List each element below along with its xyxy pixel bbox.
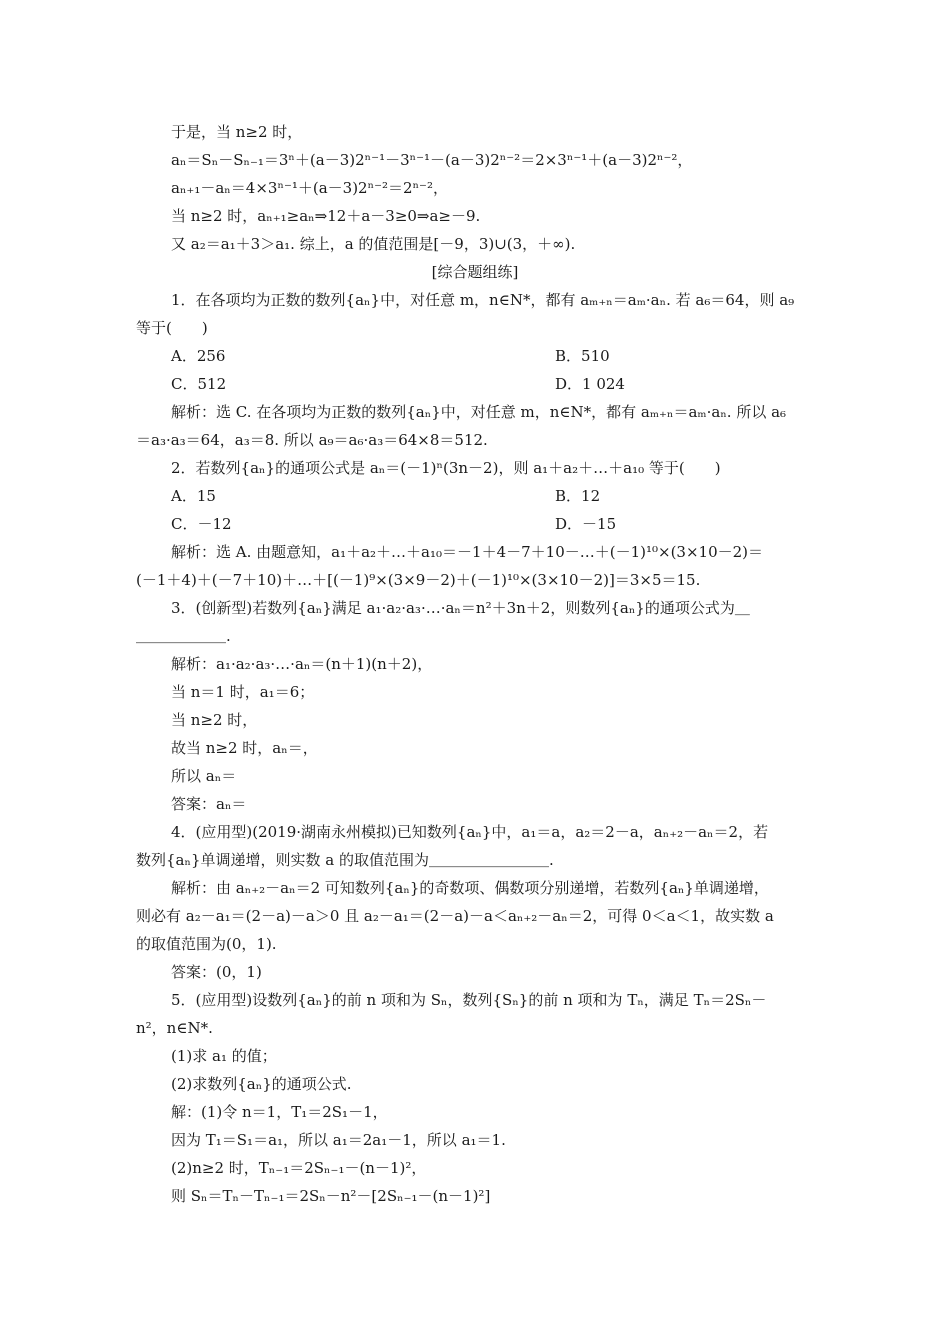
text-line: n²，n∈N*. [136,1019,213,1037]
option-c: C．512 [171,375,227,393]
text-line: 于是，当 n≥2 时， [171,123,303,141]
solution-line: ＝a₃·a₃＝64，a₃＝8. 所以 a₉＝a₆·a₃＝64×8＝512. [136,431,488,449]
question-4: 4．(应用型)(2019·湖南永州模拟)已知数列{aₙ}中，a₁＝a，a₂＝2－a，aₙ₊₂－aₙ＝2，若 [171,823,769,841]
solution-line: (2)n≥2 时，Tₙ₋₁＝2Sₙ₋₁－(n－1)²， [171,1159,427,1177]
text-line: (1)求 a₁ 的值； [171,1047,277,1065]
solution-line: 当 n＝1 时，a₁＝6； [171,683,315,701]
solution-line: 则必有 a₂－a₁＝(2－a)－a＞0 且 a₂－a₁＝(2－a)－a＜aₙ₊₂－aₙ＝2，可得 0＜a＜1，故实数 a [136,907,774,925]
text-line: 数列{aₙ}单调递增，则实数 a 的取值范围为＿＿＿＿＿＿＿＿. [136,851,554,869]
option-b: B．510 [555,347,610,365]
solution-line: 解析：a₁·a₂·a₃·…·aₙ＝(n＋1)(n＋2)， [171,655,433,673]
option-d: D．－15 [555,515,617,533]
solution-line: 当 n≥2 时， [171,711,258,729]
option-c: C．－12 [171,515,232,533]
solution-line: 的取值范围为(0，1). [136,935,277,953]
question-2: 2．若数列{aₙ}的通项公式是 aₙ＝(－1)ⁿ(3n－2)，则 a₁＋a₂＋…＋a₁₀ 等于( ) [171,459,721,477]
option-b: B．12 [555,487,601,505]
answer-line: 答案：(0，1) [171,963,262,981]
solution-line: 所以 aₙ＝ [171,767,237,785]
solution-line: 解：(1)令 n＝1，T₁＝2S₁－1， [171,1103,388,1121]
text-line: aₙ＝Sₙ－Sₙ₋₁＝3ⁿ＋(a－3)2ⁿ⁻¹－3ⁿ⁻¹－(a－3)2ⁿ⁻²＝2×3ⁿ⁻¹＋(a－3)2ⁿ⁻²， [171,151,693,169]
solution-line: 解析：选 C. 在各项均为正数的数列{aₙ}中，对任意 m，n∈N*，都有 aₘ₊ₙ＝aₘ·aₙ. 所以 a₆ [171,403,787,421]
text-line: (2)求数列{aₙ}的通项公式. [171,1075,352,1093]
solution-line: 解析：由 aₙ₊₂－aₙ＝2 可知数列{aₙ}的奇数项、偶数项分别递增，若数列{aₙ}单调递增， [171,879,769,897]
text-line: ＿＿＿＿＿＿. [136,627,231,645]
question-5: 5．(应用型)设数列{aₙ}的前 n 项和为 Sₙ，数列{Sₙ}的前 n 项和为 Tₙ，满足 Tₙ＝2Sₙ－ [171,991,767,1009]
text-line: aₙ₊₁－aₙ＝4×3ⁿ⁻¹＋(a－3)2ⁿ⁻²＝2ⁿ⁻²， [171,179,448,197]
section-heading: [综合题组练] [431,263,519,281]
solution-line: 则 Sₙ＝Tₙ－Tₙ₋₁＝2Sₙ－n²－[2Sₙ₋₁－(n－1)²] [171,1187,491,1205]
answer-line: 答案：aₙ＝ [171,795,247,813]
solution-line: 因为 T₁＝S₁＝a₁，所以 a₁＝2a₁－1，所以 a₁＝1. [171,1131,506,1149]
question-1: 1．在各项均为正数的数列{aₙ}中，对任意 m，n∈N*，都有 aₘ₊ₙ＝aₘ·aₙ. 若 a₆＝64，则 a₉ [171,291,795,309]
solution-line: 故当 n≥2 时，aₙ＝， [171,739,318,757]
text-line: 等于( ) [136,319,208,337]
text-line: 又 a₂＝a₁＋3＞a₁. 综上，a 的值范围是[－9，3)∪(3，＋∞). [171,235,576,253]
solution-line: 解析：选 A. 由题意知，a₁＋a₂＋…＋a₁₀＝－1＋4－7＋10－…＋(－1)¹⁰×(3×10－2)＝ [171,543,764,561]
option-a: A．256 [171,347,226,365]
option-a: A．15 [171,487,216,505]
question-3: 3．(创新型)若数列{aₙ}满足 a₁·a₂·a₃·…·aₙ＝n²＋3n＋2，则数列{aₙ}的通项公式为＿ [171,599,750,617]
text-line: 当 n≥2 时，aₙ₊₁≥aₙ⇒12＋a－3≥0⇒a≥－9. [171,207,481,225]
solution-line: (－1＋4)＋(－7＋10)＋…＋[(－1)⁹×(3×9－2)＋(－1)¹⁰×(3×10－2)]＝3×5＝15. [136,571,701,589]
option-d: D．1 024 [555,375,625,393]
